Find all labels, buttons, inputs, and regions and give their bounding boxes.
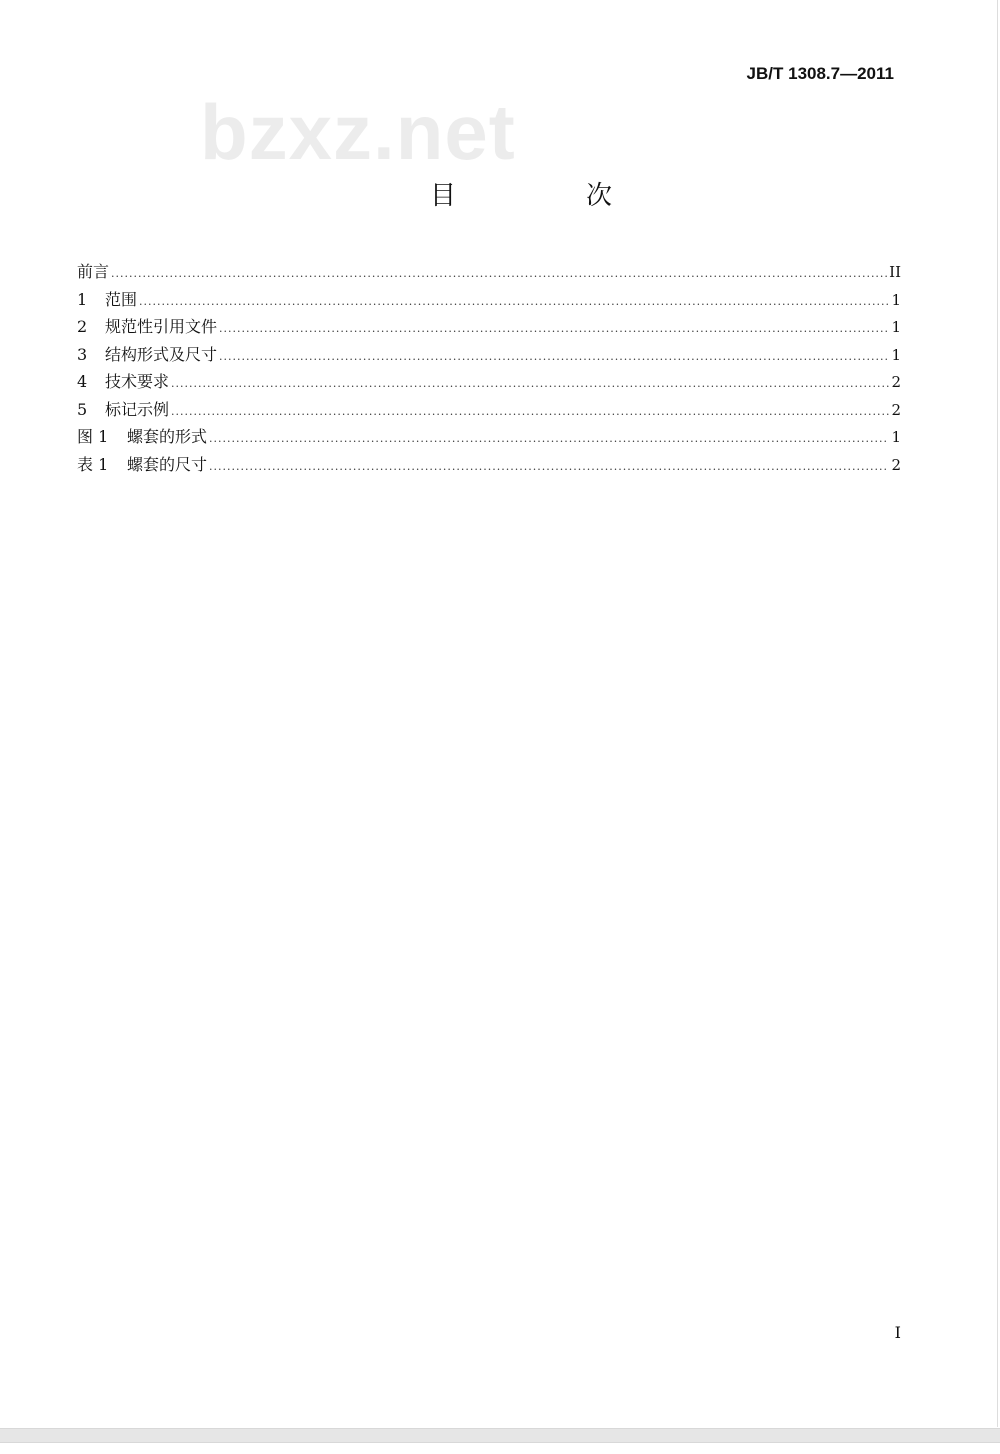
page-number: I [894, 1323, 901, 1342]
toc-label: 螺套的形式 [127, 427, 208, 446]
toc-label: 技术要求 [105, 372, 170, 391]
toc-entry[interactable] [77, 317, 901, 345]
toc-number: 4 [77, 372, 88, 391]
leader-dots [209, 429, 889, 449]
toc-page: 1 [891, 318, 901, 336]
toc-number: 3 [77, 344, 88, 364]
leader-dots [209, 457, 889, 477]
leader-dots [219, 347, 889, 367]
toc-entry-foreword[interactable] [77, 262, 901, 290]
leader-dots [139, 292, 889, 312]
toc-page: 1 [891, 290, 901, 309]
toc-entry-figure[interactable] [77, 427, 901, 455]
toc-page: 2 [891, 455, 901, 474]
toc-entry[interactable] [77, 400, 901, 428]
toc-label: 前言 [77, 262, 110, 281]
toc-label: 结构形式及尺寸 [105, 344, 218, 364]
toc-number: 5 [77, 399, 88, 419]
toc-label: 标记示例 [105, 399, 170, 419]
toc-page: 2 [891, 373, 901, 391]
toc-page: 1 [891, 428, 901, 446]
leader-dots [111, 264, 887, 284]
watermark: bzxz.net [200, 88, 516, 176]
toc-page: 1 [891, 345, 901, 364]
document-number: JB/T 1308.7—2011 [746, 64, 894, 83]
toc-label: 规范性引用文件 [105, 317, 218, 336]
page-separator [0, 1428, 1000, 1443]
table-of-contents [77, 262, 901, 482]
toc-number: 2 [77, 317, 88, 336]
toc-label: 螺套的尺寸 [127, 454, 208, 474]
toc-label: 范围 [105, 289, 138, 309]
leader-dots [171, 374, 889, 394]
page-title: 目 次 [430, 181, 665, 211]
toc-page: II [889, 263, 901, 281]
toc-entry[interactable] [77, 290, 901, 318]
toc-number: 表 1 [77, 454, 109, 474]
leader-dots [219, 319, 889, 339]
toc-page: 2 [891, 400, 901, 419]
toc-entry[interactable] [77, 372, 901, 400]
toc-number: 1 [77, 289, 88, 309]
leader-dots [171, 402, 889, 422]
toc-number: 图 1 [77, 427, 109, 446]
toc-entry[interactable] [77, 345, 901, 373]
toc-entry-table[interactable] [77, 455, 901, 483]
